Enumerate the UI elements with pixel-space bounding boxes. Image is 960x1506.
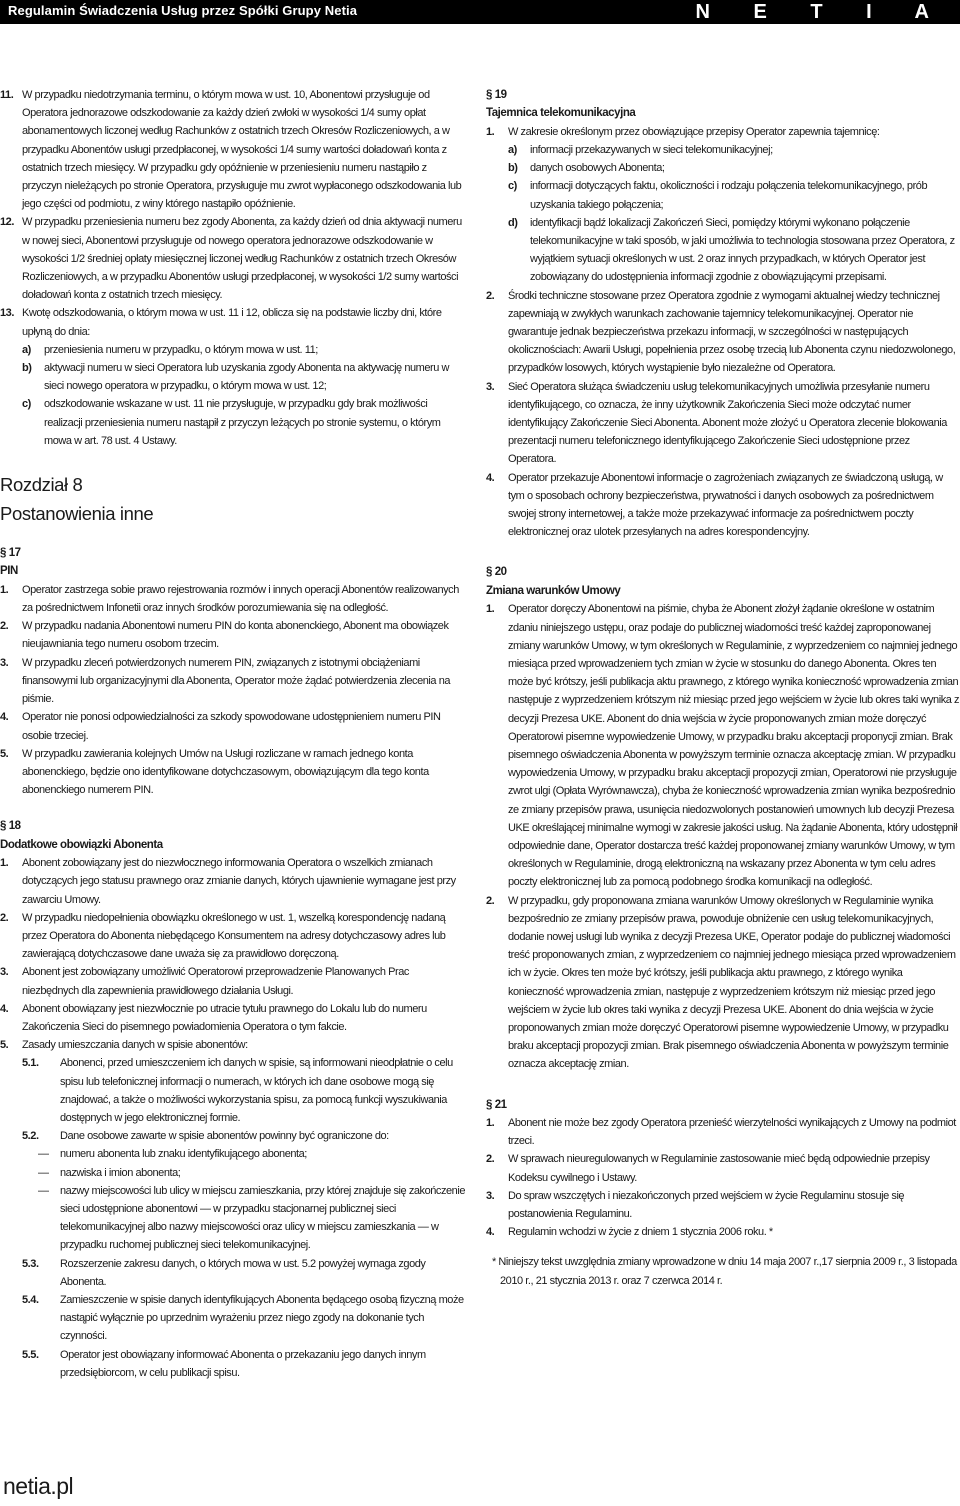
item-text: W sprawach nieuregulowanych w Regulaminie zastosowanie mieć będą odpowiednie przepisy Kodeksu cywilnego i Ustawy.	[508, 1153, 930, 1184]
item-text: Operator zastrzega sobie prawo rejestrowania rozmów i innych operacji Abonentów realizowanych za pośrednictwem Infonetii oraz innych środków porozumiewania się na odległość.	[22, 583, 459, 615]
section-21-item	[486, 1223, 960, 1241]
item-text: Regulamin wchodzi w życie z dniem 1 stycznia 2006 roku. *	[508, 1226, 773, 1239]
section-20-title: Zmiana warunków Umowy	[486, 584, 621, 597]
page-header	[0, 0, 960, 24]
item-number: 4.	[486, 1226, 495, 1239]
item-text: Operator jest obowiązany informować Abonenta o przekazaniu jego danych innym przedsiębiorcom, w celu publikacji spisu.	[60, 1348, 426, 1379]
paragraph-text: W przypadku niedotrzymania terminu, o którym mowa w ust. 10, Abonentowi przysługuje od Operatora jednorazowe odszkodowanie za każdy dzień zwłoki w wysokości 1/4 sumy opłat abonamentowych liczonej według Rachunków z ostatnich trzech Okresów Rozliczeniowych, a w przypadku Abonentów usługi przedpłaconej, w wysokości 1/4 sumy wartości doładowań konta z ostatnich trzech miesięcy. W przypadku gdy opóźnienie w przeniesieniu numeru nastąpiło z przyczyn nieleżących po stronie Operatora, przysługuje mu zwrot wypłaconego odszkodowania lub jego części od podmiotu, z winy którego nastąpiło opóźnienie.	[22, 89, 462, 211]
section-19-title: Tajemnica telekomunikacyjna	[486, 107, 636, 120]
section-17-item	[0, 708, 468, 744]
item-text: W przypadku, gdy proponowana zmiana warunków Umowy określonych w Regulaminie wynika bezpośrednio ze zmiany przepisów prawa, powoduje obniżenie cen usług telekomunikacyjnych, dodanie nowej usługi lub wynika z decyzji Prezesa UKE, Operator podaje do publicznej wiadomości treść proponowanych zmian, z wyprzedzeniem co najmniej jednego miesiąca przed wprowadzeniem ich w życie. Okres ten może być krótszy, jeśli publikacja aktu prawnego, z którego wynika konieczność wprowadzenia zmian, następuje z wyprzedzeniem krótszym niż miesiąc przed jego wejściem w życie lub okres taki wynika z decyzji Prezesa UKE. Abonent do dnia wejścia w życie proponowanych zmian może doręczyć Operatorowi pisemne wypowiedzenie Umowy, w przypadku braku akceptacji propozycji zmian. Brak pisemnego oświadczenia Abonenta w powyższym terminie oznacza akceptację zmian.	[508, 894, 956, 1071]
section-17-title: PIN	[0, 565, 18, 578]
item-number: 2.	[0, 911, 9, 924]
item-number: 2.	[486, 894, 495, 907]
paragraph-text: Kwotę odszkodowania, o którym mowa w ust. 11 i 12, oblicza się na podstawie liczby dni, które upłyną do dnia:	[22, 307, 442, 338]
section-18-item	[0, 909, 468, 964]
item-text: Abonent zobowiązany jest do niezwłocznego informowania Operatora o wszelkich zmianach dotyczących jego statusu prawnego oraz zmianie danych, których ujawnienie wymagane jest przy zawarciu Umowy.	[22, 857, 456, 906]
paragraph-13-b	[0, 359, 468, 395]
item-number: 5.	[0, 747, 9, 760]
section-18-number: § 18	[0, 820, 21, 833]
section-20-number: § 20	[486, 566, 507, 579]
item-text: nazwiska i imion abonenta;	[60, 1166, 181, 1179]
section-17-item	[0, 581, 468, 617]
paragraph-number: 11.	[0, 89, 14, 101]
item-label: c)	[22, 398, 31, 411]
section-18-item-5-1	[0, 1054, 468, 1127]
item-label: 5.5.	[22, 1348, 39, 1361]
item-number: 4.	[0, 1002, 9, 1015]
paragraph-11	[0, 86, 468, 213]
section-17-item	[0, 745, 468, 800]
item-label: a)	[508, 144, 517, 157]
item-text: Do spraw wszczętych i niezakończonych przed wejściem w życie Regulaminu stosuje się postanowienia Regulaminu.	[508, 1189, 905, 1220]
item-label: b)	[508, 162, 518, 175]
item-number: 3.	[486, 1189, 495, 1202]
section-19-subitem	[486, 214, 960, 287]
item-text: Abonent jest zobowiązany umożliwić Operatorowi przeprowadzenie Planowanych Prac niezbędnych dla zapewnienia prawidłowego działania Usługi.	[22, 966, 409, 997]
section-18-item	[0, 854, 468, 909]
item-number: 1.	[0, 857, 9, 870]
section-18-item-5-2	[0, 1127, 468, 1145]
section-17-number: § 17	[0, 547, 21, 560]
section-19-item	[486, 287, 960, 378]
section-19-item	[486, 469, 960, 542]
item-text: Zamieszczenie w spisie danych identyfikujących Abonenta będącego osobą fizyczną może nastąpić wyłącznie po uprzednim wyrażeniu przez niego zgody na dokonanie tych czynności.	[60, 1294, 464, 1343]
item-text: Zasady umieszczania danych w spisie abonentów:	[22, 1039, 248, 1052]
item-text: Abonenci, przed umieszczeniem ich danych w spisie, są informowani nieodpłatnie o celu spisu lub telefonicznej informacji o numerach, w których ich dane osobowe mogą się znajdować, a także o możliwości wykorzystania spisu, za pomocą funkcji wyszukiwania dostępnych w jego elektronicznej formie.	[60, 1057, 453, 1124]
item-number: 1.	[0, 583, 9, 596]
section-20-item	[486, 892, 960, 1074]
section-21-number: § 21	[486, 1098, 507, 1111]
section-19-subitem	[486, 159, 960, 177]
item-text: Sieć Operatora służąca świadczeniu usług telekomunikacyjnych umożliwia przesyłanie numeru identyfikującego, co oznacza, że inny użytkownik Zakończenia Sieci może odczytać numer identyfikujący Zakończenie Sieci Abonenta. Abonent może złożyć u Operatora zlecenie blokowania prezentacji numeru telefonicznego identyfikującego Zakończenie Sieci udostępnione przez Operatora.	[508, 380, 947, 466]
document-title: Regulamin Świadczenia Usług przez Spółki Grupy Netia	[8, 3, 358, 18]
dash-list-item	[0, 1145, 468, 1163]
paragraph-12	[0, 213, 468, 304]
section-18-item	[0, 963, 468, 999]
item-text: informacji przekazywanych w sieci telekomunikacyjnej;	[530, 144, 773, 157]
item-number: 1.	[486, 603, 495, 616]
dash-list-item	[0, 1182, 468, 1255]
item-text: W przypadku niedopełnienia obowiązku określonego w ust. 1, wszelką korespondencję nadaną przez Operatora do Abonenta niebędącego Konsumentem na adresy dotychczasowy adres lub zawierającą dotychczasowe dane uważa się za prawidłowo doręczoną.	[22, 911, 446, 961]
section-19-item	[486, 378, 960, 469]
section-18-title: Dodatkowe obowiązki Abonenta	[0, 838, 163, 851]
dash-marker: —	[38, 1166, 49, 1179]
item-number: 1.	[486, 125, 495, 138]
paragraph-13-c	[0, 395, 468, 450]
item-number: 4.	[486, 471, 495, 484]
item-number: 1.	[486, 1116, 495, 1129]
item-text: identyfikacji bądź lokalizacji Zakończeń Sieci, pomiędzy którymi wykonano połączenie telekomunikacyjne w taki sposób, w jaki umożliwia to technologia stosowana przez Operatora, z wyjątkiem sytuacji określonych w ust. 2 oraz innych przypadkach, w których Operator jest zobowiązany do udostępnienia informacji zgodnie z obowiązującymi przepisami.	[530, 216, 955, 284]
section-18-item	[0, 1036, 468, 1054]
dash-marker: —	[38, 1148, 49, 1161]
item-text: numeru abonenta lub znaku identyfikującego abonenta;	[60, 1148, 307, 1161]
section-19-subitem	[486, 177, 960, 213]
section-19-subitem	[486, 141, 960, 159]
item-label: d)	[508, 216, 518, 229]
item-text: odszkodowanie wskazane w ust. 11 nie przysługuje, w przypadku gdy brak możliwości realizacji przeniesienia numeru nastąpił z przyczyn leżących po stronie systemu, o którym mowa w art. 78 ust. 4 Ustawy.	[44, 398, 441, 447]
paragraph-13	[0, 304, 468, 340]
section-21-item	[486, 1187, 960, 1223]
item-number: 2.	[486, 1153, 495, 1166]
item-label: c)	[508, 180, 517, 193]
item-text: Abonent nie może bez zgody Operatora przenieść wierzytelności wynikających z Umowy na podmiot trzeci.	[508, 1116, 956, 1148]
item-number: 2.	[0, 620, 9, 633]
item-text: aktywacji numeru w sieci Operatora lub uzyskania zgody Abonenta na aktywację numeru w sieci nowego operatora w przypadku, o którym mowa w ust. 12;	[44, 362, 450, 393]
left-column	[0, 86, 468, 1382]
item-text: Dane osobowe zawarte w spisie abonentów powinny być ograniczone do:	[60, 1130, 389, 1143]
item-text: informacji dotyczących faktu, okoliczności i rodzaju połączenia telekomunikacyjnego, prób uzyskania takiego połączenia;	[530, 180, 928, 211]
item-text: nazwy miejscowości lub ulicy w miejscu zamieszkania, przy której znajduje się zakończenie sieci udostępnione abonentowi — w przypadku stacjonarnej publicznej sieci telekomunikacyjnej albo nazwy miejscowości oraz ulicy w miejscu zamieszkania — w przypadku ruchomej publicznej sieci telekomunikacyjnej.	[60, 1184, 466, 1252]
item-text: W przypadku zleceń potwierdzonych numerem PIN, związanych z istotnymi obciążeniami finansowymi lub organizacyjnymi dla Abonenta, Operator może żądać potwierdzenia zlecenia na piśmie.	[22, 656, 451, 706]
paragraph-number: 12.	[0, 216, 14, 229]
netia-logo: N E T I A	[695, 1, 948, 23]
section-17-item	[0, 617, 468, 653]
item-number: 3.	[0, 966, 9, 979]
dash-list-item	[0, 1164, 468, 1182]
right-column	[486, 86, 960, 1290]
item-label: 5.2.	[22, 1130, 39, 1143]
section-18-item	[0, 1000, 468, 1036]
item-text: przeniesienia numeru w przypadku, o którym mowa w ust. 11;	[44, 343, 318, 356]
paragraph-number: 13.	[0, 307, 14, 320]
chapter-number: Rozdział 8	[0, 474, 83, 496]
section-18-item-5-3	[0, 1255, 468, 1291]
item-text: Operator doręczy Abonentowi na piśmie, chyba że Abonent złożył żądanie określone w ostatnim zdaniu niniejszego ustępu, oraz podaje do publicznej wiadomości treść każdej zaproponowanej zmiany warunków Umowy, w tym określonych w Regulaminie, z wyprzedzeniem co najmniej jednego miesiąca przed wprowadzeniem tych zmian w życie w stosunku do danego Abonenta. Okres ten może być krótszy, jeśli publikacja aktu prawnego, z którego wynika konieczność wprowadzenia zmian następuje z wyprzedzeniem krótszym niż miesiąc przed jego wejściem w życie lub okres taki wynika z decyzji Prezesa UKE. Abonent do dnia wejścia w życie proponowanych zmian może doręczyć Operatorowi pisemne wypowiedzenie Umowy, w przypadku braku akceptacji proponycji zmian. Brak pisemnego oświadczenia Abonenta w powyższym terminie oznacza akceptację zmian. W przypadku wypowiedzenia Umowy, w przypadku braku akceptacji propozycji zmian, Operatorowi nie przysługuje zwrot ulgi (Opłata Wyrównawcza), chyba że konieczność wprowadzenia zmian wynika bezpośrednio ze zmiany przepisów prawa, usunięcia niedozwolonych postanowień umownych lub decyzji Prezesa UKE określającej minimalne wymogi w zakresie jakości usług. Na żądanie Abonenta, który udostępnił odpowiednie dane, Operator dostarcza treść każdej proponowanej zmiany warunków Umowy, w tym określonych w Regulaminie, drogą elektroniczną na wskazany przez Abonenta w tym celu adres poczty elektronicznej lub za pomocą podobnego środka komunikacji na odległość.	[508, 603, 960, 889]
item-number: 5.	[0, 1039, 9, 1052]
dash-marker: —	[38, 1184, 49, 1197]
footer-url[interactable]: netia.pl	[3, 1473, 74, 1499]
paragraph-text: W przypadku przeniesienia numeru bez zgody Abonenta, za każdy dzień od dnia aktywacji numeru w nowej sieci, Abonentowi przysługuje od nowego operatora jednorazowe odszkodowanie w wysokości 1/2 średniej opłaty miesięcznej liczonej według Rachunków z ostatnich trzech Okresów Rozliczeniowych, a w przypadku Abonentów usługi przedpłaconej, w wysokości 1/2 sumy wartości doładowań konta z ostatnich trzech miesięcy.	[22, 216, 462, 302]
section-19-number: § 19	[486, 89, 507, 101]
item-number: 3.	[486, 380, 495, 393]
item-text: Abonent obowiązany jest niezwłocznie po utracie tytułu prawnego do Lokalu lub do numeru Zakończenia Sieci do pisemnego powiadomienia Operatora o tym fakcie.	[22, 1002, 427, 1033]
item-label: 5.1.	[22, 1057, 39, 1070]
paragraph-13-a	[0, 341, 468, 359]
item-text: W przypadku nadania Abonentowi numeru PIN do konta abonenckiego, Abonent ma obowiązek nieujawniania tego numeru osobom trzecim.	[22, 620, 449, 651]
item-label: 5.4.	[22, 1294, 39, 1306]
item-text: danych osobowych Abonenta;	[530, 162, 665, 175]
item-text: W zakresie określonym przez obowiązujące przepisy Operator zapewnia tajemnicę:	[508, 125, 880, 138]
item-number: 2.	[486, 289, 495, 302]
section-20-item	[486, 600, 960, 891]
item-label: 5.3.	[22, 1257, 39, 1270]
item-label: b)	[22, 362, 32, 375]
item-number: 3.	[0, 656, 9, 669]
item-text: Rozszerzenie zakresu danych, o których mowa w ust. 5.2 powyżej wymaga zgody Abonenta.	[60, 1257, 426, 1288]
item-text: Operator nie ponosi odpowiedzialności za szkody spowodowane udostępnieniem numeru PIN osobie trzeciej.	[22, 711, 441, 742]
item-text: W przypadku zawierania kolejnych Umów na Usługi rozliczane w ramach jednego konta abonenckiego, będzie ono identyfikowane dotychczasowym, obowiązującym dla tego konta abonenckiego numerem PIN.	[22, 747, 429, 797]
section-17-item	[0, 654, 468, 709]
section-18-item-5-5	[0, 1346, 468, 1382]
section-21-item	[486, 1150, 960, 1186]
footnote: * Niniejszy tekst uwzględnia zmiany wprowadzone w dniu 14 maja 2007 r.,17 sierpnia 2009 r., 3 listopada 2010 r., 21 stycznia 2013 r. oraz 7 czerwca 2014 r.	[492, 1256, 957, 1287]
item-text: Operator przekazuje Abonentowi informacje o zagrożeniach związanych ze świadczoną usługą, w tym o sposobach ochrony bezpieczeństwa, prywatności i danych osobowych za pośrednictwem swojej strony internetowej, a także może przekazywać informacje za pośrednictwem poczty elektronicznej oraz ulotek przesyłanych na adres korespondencyjny.	[508, 471, 943, 539]
section-18-item-5-4	[0, 1291, 468, 1346]
item-number: 4.	[0, 711, 9, 724]
item-label: a)	[22, 343, 31, 356]
chapter-title: Postanowienia inne	[0, 503, 154, 525]
section-19-item	[486, 123, 960, 141]
item-text: Środki techniczne stosowane przez Operatora zgodnie z wymogami aktualnej wiedzy technicznej zapewniają w zwykłych warunkach zachowanie tajemnicy telekomunikacyjnej. Operator nie gwarantuje jednak bezpieczeństwa przekazu informacji, w szczególności w następujących okolicznościach: Awarii Usługi, popełnienia przez osobę trzecią lub Abonenta czynu niedozwolonego, przypadków losowych, których wystąpienie było niezależne od Operatora.	[508, 289, 956, 375]
section-21-item	[486, 1114, 960, 1150]
